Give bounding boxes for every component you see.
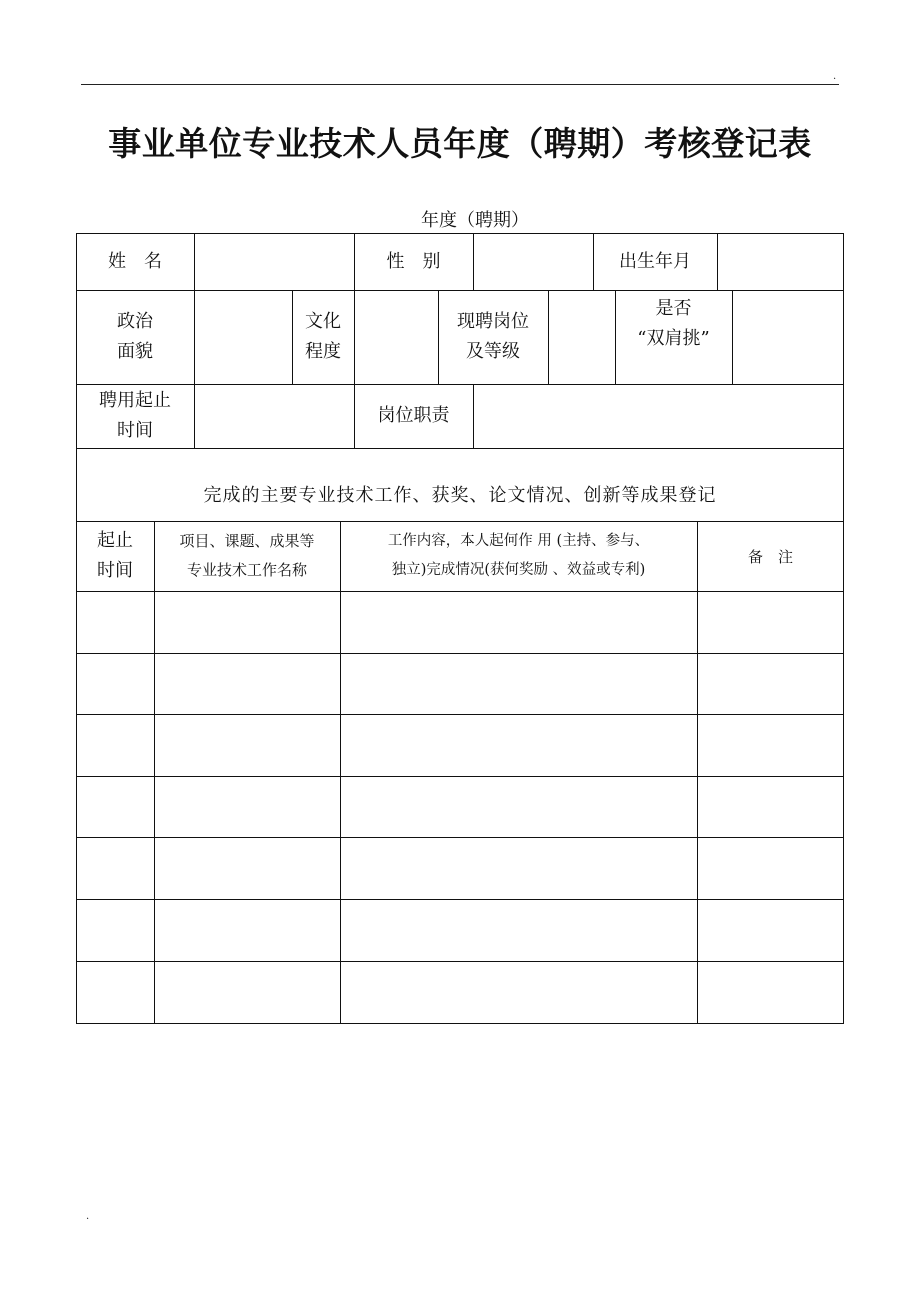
corner-mark-top: .: [833, 71, 837, 82]
birth-field[interactable]: [717, 233, 844, 290]
education-field[interactable]: [354, 290, 438, 384]
duty-label: 岗位职责: [377, 405, 450, 426]
corner-mark-bottom: .: [86, 1211, 90, 1222]
duty-field[interactable]: [473, 384, 844, 448]
table-row[interactable]: [76, 653, 844, 714]
table-row[interactable]: [76, 899, 844, 961]
birth-label: 出生年月: [619, 250, 691, 272]
col-header-content: 工作内容，本人起何作 用 (主持、参与、 独立)完成情况(获何奖励 、效益或专利): [387, 533, 650, 578]
col-header-project: 项目、课题、成果等 专业技术工作名称: [179, 532, 315, 579]
table-row[interactable]: [76, 961, 844, 1023]
achievements-section-title: 完成的主要专业技术工作、获奖、论文情况、创新等成果登记: [203, 484, 717, 506]
position-label: 现聘岗位 及等级: [457, 311, 529, 362]
political-field[interactable]: [194, 290, 292, 384]
achievement-rows: [76, 591, 844, 1023]
year-subtitle: 年度（聘期）: [421, 210, 529, 231]
table-row[interactable]: [76, 837, 844, 899]
table-row[interactable]: [76, 776, 844, 837]
political-label: 政治 面貌: [117, 311, 153, 362]
page-title: 事业单位专业技术人员年度（聘期）考核登记表: [108, 124, 812, 163]
gender-field[interactable]: [473, 233, 593, 290]
table-row[interactable]: [76, 591, 844, 653]
term-label: 聘用起止 时间: [99, 390, 171, 441]
education-label: 文化 程度: [305, 311, 341, 362]
term-field[interactable]: [194, 384, 354, 448]
position-field[interactable]: [548, 290, 615, 384]
double-role-label: 是否 “双肩挑”: [637, 298, 710, 349]
name-label: 姓 名: [108, 250, 162, 272]
gender-label: 性 别: [386, 250, 441, 272]
col-header-notes: 备 注: [747, 547, 793, 566]
table-row[interactable]: [76, 714, 844, 776]
header-rule: [81, 84, 839, 85]
name-field[interactable]: [194, 233, 354, 290]
double-role-field[interactable]: [732, 290, 844, 384]
col-header-period: 起止 时间: [97, 530, 133, 581]
